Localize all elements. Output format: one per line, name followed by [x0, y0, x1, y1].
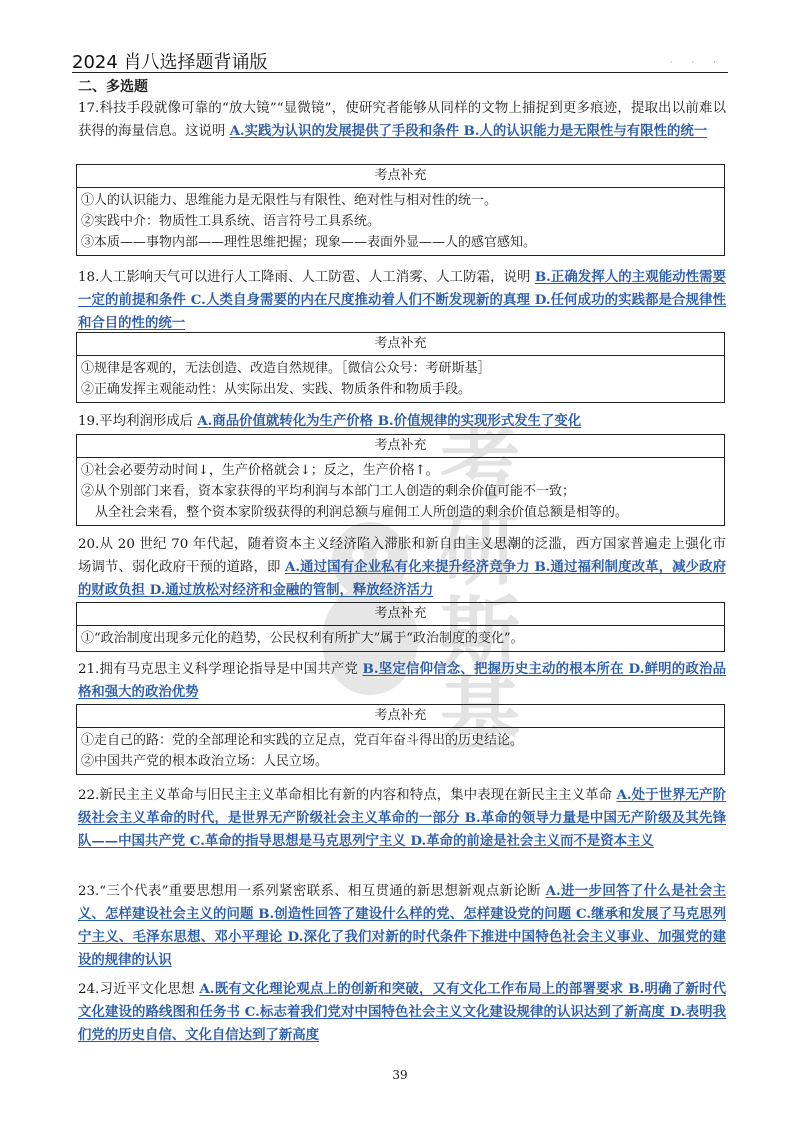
watermark-char: 基: [440, 667, 520, 761]
question-answer: A.既有文化理论观点上的创新和突破，又有文化工作布局上的部署要求 B.明确了新时代文化建设的路线图和任务书 C.标志着我们党对中国特色社会主义文化建设规律的认识达到了新高度 D.表明我们党的历史自信、文化自信达到了新高度: [78, 981, 727, 1043]
question-stem: 20.从 20 世纪 70 年代起，随着资本主义经济陷入滞胀和新自由主义思潮的泛滥，西方国家普遍走上强化市场调节、弱化政府干预的道路，即: [78, 537, 726, 575]
question-stem: 24.习近平文化思想: [78, 982, 195, 997]
supplement-box-20: [76, 602, 725, 652]
question-stem: 22.新民主主义革命与旧民主主义革命相比有新的内容和特点，集中表现在新民主主义革命: [78, 788, 613, 803]
question-stem: 17.科技手段就像可靠的“放大镜”“显微镜”，使研究者能够从同样的文物上捕捉到更多痕迹，提取出以前难以获得的海量信息。这说明: [78, 101, 726, 139]
question-20: [78, 534, 726, 602]
supplement-title: 考点补充: [77, 165, 724, 188]
supplement-line: ②从个别部门来看，资本家获得的平均利润与本部门工人创造的剩余价值可能不一致；: [81, 484, 576, 499]
question-18: [78, 266, 726, 335]
question-24: [78, 978, 726, 1047]
supplement-line: 从全社会来看，整个资本家阶级获得的利润总额与雇佣工人所创造的剩余价值总额是相等的。: [95, 505, 629, 520]
supplement-title: 考点补充: [77, 435, 724, 458]
watermark-char: 研: [440, 502, 520, 596]
supplement-box-18: [76, 332, 725, 403]
supplement-box-17: [76, 164, 725, 256]
question-answer: A.商品价值就转化为生产价格 B.价值规律的实现形式发生了变化: [197, 413, 582, 429]
section-title: 二、多选题: [78, 79, 148, 95]
header-divider: [72, 72, 728, 73]
question-answer: B.正确发挥人的主观能动性需要一定的前提和条件 C.人类自身需要的内在尺度推动着人们不断发现新的真理 D.任何成功的实践都是合规律性和合目的性的统一: [78, 269, 726, 331]
supplement-title: 考点补充: [77, 603, 724, 626]
supplement-box-19: [76, 434, 725, 526]
supplement-line: ①人的认识能力、思维能力是无限性与有限性、绝对性与相对性的统一。: [81, 193, 498, 208]
watermark-char: 斯: [440, 587, 520, 681]
page-header-title: 2024 肖八选择题背诵版: [72, 52, 268, 73]
supplement-line: ③本质——事物内部——理性思维把握；现象——表面外显——人的感官感知。: [81, 235, 537, 250]
question-stem: 19.平均利润形成后: [78, 414, 194, 429]
question-stem: 18.人工影响天气可以进行人工降雨、人工防雹、人工消雾、人工防霜，说明: [78, 270, 531, 285]
question-17: [78, 98, 726, 143]
supplement-line: ②实践中介：物质性工具系统、语言符号工具系统。: [81, 214, 381, 229]
question-answer: A.进一步回答了什么是社会主义、怎样建设社会主义的问题 B.创造性回答了建设什么样的党、怎样建设党的问题 C.继承和发展了马克思列宁主义、毛泽东思想、邓小平理论 D.深化了我们对新的时代条件下推进中国特色社会主义事业、加强党的建设的规律的认识: [78, 883, 726, 968]
question-answer: A.通过国有企业私有化来提升经济竞争力 B.通过福利制度改革，减少政府的财政负担 D.通过放松对经济和金融的管制，释放经济活力: [78, 559, 726, 598]
supplement-line: ①规律是客观的，无法创造、改造自然规律。［微信公众号：考研斯基］: [81, 361, 491, 376]
question-answer: B.坚定信仰信念、把握历史主动的根本所在 D.鲜明的政治品格和强大的政治优势: [78, 661, 727, 700]
supplement-box-21: [76, 704, 725, 775]
question-answer: A.实践为认识的发展提供了手段和条件 B.人的认识能力是无限性与有限性的统一: [229, 123, 708, 139]
supplement-line: ①“政治制度出现多元化的趋势，公民权利有所扩大”属于“政治制度的变化”。: [81, 631, 524, 646]
supplement-title: 考点补充: [77, 333, 724, 356]
supplement-line: ①走自己的路：党的全部理论和实践的立足点，党百年奋斗得出的历史结论。: [81, 733, 524, 748]
question-19: [78, 410, 726, 433]
page-number: 39: [392, 1068, 408, 1082]
supplement-line: ②正确发挥主观能动性：从实际出发、实践、物质条件和物质手段。: [81, 382, 472, 397]
supplement-line: ①社会必要劳动时间↓，生产价格就会↓；反之，生产价格↑。: [81, 463, 439, 478]
question-answer: A.处于世界无产阶级社会主义革命的时代，是世界无产阶级社会主义革命的一部分 B.革命的领导力量是中国无产阶级及其先锋队——中国共产党 C.革命的指导思想是马克思列宁主义 D.革命的前途是社会主义而不是资本主义: [78, 787, 726, 849]
supplement-title: 考点补充: [77, 705, 724, 728]
question-23: [78, 880, 726, 972]
question-stem: 23.“三个代表”重要思想用一系列紧密联系、相互贯通的新思想新观点新论断: [78, 884, 541, 899]
question-stem: 21.拥有马克思主义科学理论指导是中国共产党: [78, 662, 359, 677]
question-22: [78, 784, 726, 853]
watermark-char: 考: [440, 417, 520, 511]
supplement-line: ②中国共产党的根本政治立场：人民立场。: [81, 754, 329, 769]
question-21: [78, 658, 726, 704]
header-marks: · · ·: [669, 58, 724, 68]
